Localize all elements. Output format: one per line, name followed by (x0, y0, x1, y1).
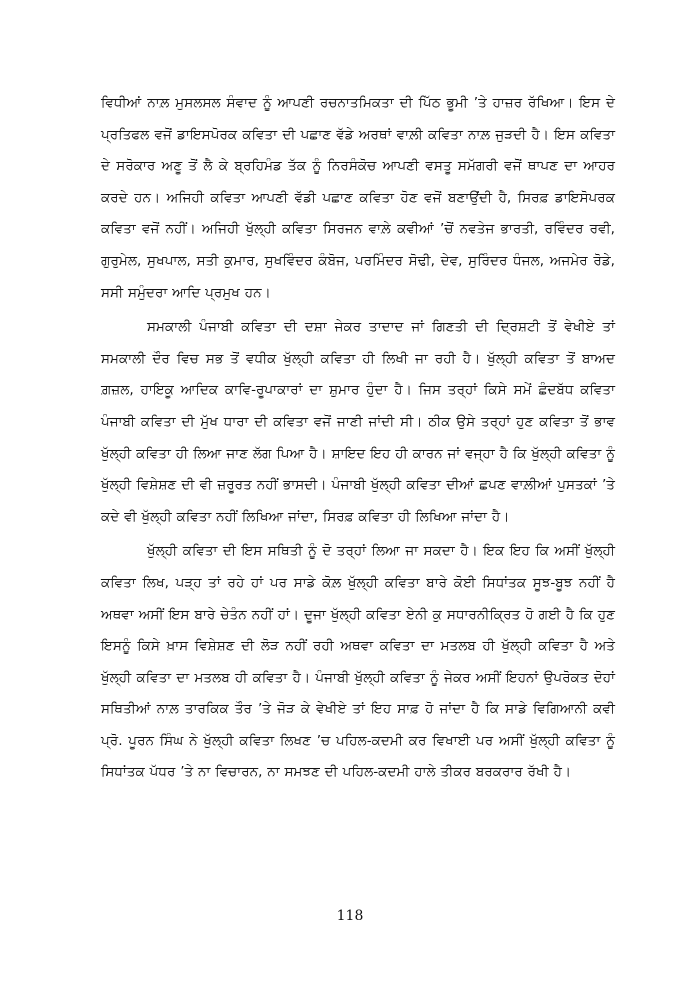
paragraph-1: ਵਿਧੀਆਂ ਨਾਲ਼ ਮੁਸਲਸਲ ਸੰਵਾਦ ਨੂੰ ਆਪਣੀ ਰਚਨਾਤਮਿਕਤਾ ਦੀ ਪਿੱਠ ਭੂਮੀ ’ਤੇ ਹਾਜ਼ਰ ਰੱਖਿਆ। ਇਸ ਦੇ ਪ੍ਰਤਿਫਲ ਵਜੋਂ ਡਾਇਸਪੋਰਕ ਕਵਿਤਾ ਦੀ ਪਛਾਣ ਵੱਡੇ ਅਰਥਾਂ ਵਾਲ਼ੀ ਕਵਿਤਾ ਨਾਲ਼ ਜੁੜਦੀ ਹੈ। ਇਸ ਕਵਿਤਾ ਦੇ ਸਰੋਕਾਰ ਅਣੂ ਤੋਂ ਲੈ ਕੇ ਬ੍ਰਹਿਮੰਡ ਤੱਕ ਨੂੰ ਨਿਰਸੰਕੋਚ ਆਪਣੀ ਵਸਤੂ ਸਮੱਗਰੀ ਵਜੋਂ ਥਾਪਣ ਦਾ ਆਹਰ ਕਰਦੇ ਹਨ। ਅਜਿਹੀ ਕਵਿਤਾ ਆਪਣੀ ਵੱਡੀ ਪਛਾਣ ਕਵਿਤਾ ਹੋਣ ਵਜੋਂ ਬਣਾਉਂਦੀ ਹੈ, ਸਿਰਫ਼ ਡਾਇਸੋਪਰਕ ਕਵਿਤਾ ਵਜੋਂ ਨਹੀਂ। ਅਜਿਹੀ ਖੁੱਲ੍ਹੀ ਕਵਿਤਾ ਸਿਰਜਨ ਵਾਲ਼ੇ ਕਵੀਆਂ ’ਚੋਂ ਨਵਤੇਜ ਭਾਰਤੀ, ਰਵਿੰਦਰ ਰਵੀ, ਗੁਰੁਮੇਲ, ਸੁਖਪਾਲ, ਸਤੀ ਕੁਮਾਰ, ਸੁਖਵਿੰਦਰ ਕੰਬੋਜ, ਪਰਮਿੰਦਰ ਸੋਢੀ, ਦੇਵ, ਸੁਰਿੰਦਰ ਧੰਜਲ, ਅਜਮੇਰ ਰੋਡੇ, ਸਸੀ ਸਮੁੰਦਰਾ ਆਦਿ ਪ੍ਰਮੁਖ ਹਨ। (101, 95, 615, 301)
body-text (101, 88, 615, 789)
paragraph-3: ਖੁੱਲ੍ਹੀ ਕਵਿਤਾ ਦੀ ਇਸ ਸਥਿਤੀ ਨੂੰ ਦੋ ਤਰ੍ਹਾਂ ਲਿਆ ਜਾ ਸਕਦਾ ਹੈ। ਇਕ ਇਹ ਕਿ ਅਸੀਂ ਖੁੱਲ੍ਹੀ ਕਵਿਤਾ ਲਿਖ, ਪੜ੍ਹ ਤਾਂ ਰਹੇ ਹਾਂ ਪਰ ਸਾਡੇ ਕੋਲ਼ ਖੁੱਲ੍ਹੀ ਕਵਿਤਾ ਬਾਰੇ ਕੋਈ ਸਿਧਾਂਤਕ ਸੂਝ-ਬੂਝ ਨਹੀਂ ਹੈ ਅਥਵਾ ਅਸੀਂ ਇਸ ਬਾਰੇ ਚੇਤੰਨ ਨਹੀਂ ਹਾਂ। ਦੂਜਾ ਖੁੱਲ੍ਹੀ ਕਵਿਤਾ ਏਨੀ ਕੁ ਸਧਾਰਨੀਕ੍ਰਿਤ ਹੋ ਗਈ ਹੈ ਕਿ ਹੁਣ ਇਸਨੂੰ ਕਿਸੇ ਖ਼ਾਸ ਵਿਸ਼ੇਸ਼ਣ ਦੀ ਲੋੜ ਨਹੀਂ ਰਹੀ ਅਥਵਾ ਕਵਿਤਾ ਦਾ ਮਤਲਬ ਹੀ ਖੁੱਲ੍ਹੀ ਕਵਿਤਾ ਹੈ ਅਤੇ ਖੁੱਲ੍ਹੀ ਕਵਿਤਾ ਦਾ ਮਤਲਬ ਹੀ ਕਵਿਤਾ ਹੈ। ਪੰਜਾਬੀ ਖੁੱਲ੍ਹੀ ਕਵਿਤਾ ਨੂੰ ਜੇਕਰ ਅਸੀਂ ਇਹਨਾਂ ਉਪਰੋਕਤ ਦੋਹਾਂ ਸਥਿਤੀਆਂ ਨਾਲ਼ ਤਾਰਕਿਕ ਤੌਰ ’ਤੇ ਜੋੜ ਕੇ ਵੇਖੀਏ ਤਾਂ ਇਹ ਸਾਫ਼ ਹੋ ਜਾਂਦਾ ਹੈ ਕਿ ਸਾਡੇ ਵਿਗਿਆਨੀ ਕਵੀ ਪ੍ਰੋ. ਪੂਰਨ ਸਿੰਘ ਨੇ ਖੁੱਲ੍ਹੀ ਕਵਿਤਾ ਲਿਖਣ ’ਚ ਪਹਿਲ-ਕਦਮੀ ਕਰ ਵਿਖਾਈ ਪਰ ਅਸੀਂ ਖੁੱਲ੍ਹੀ ਕਵਿਤਾ ਨੂੰ ਸਿਧਾਂਤਕ ਪੱਧਰ ’ਤੇ ਨਾ ਵਿਚਾਰਨ, ਨਾ ਸਮਝਣ ਦੀ ਪਹਿਲ-ਕਦਮੀ ਹਾਲੇ ਤੀਕਰ ਬਰਕਰਾਰ ਰੱਖੀ ਹੈ। (101, 543, 615, 781)
page-number: 118 (336, 908, 364, 924)
paragraph-2: ਸਮਕਾਲੀ ਪੰਜਾਬੀ ਕਵਿਤਾ ਦੀ ਦਸ਼ਾ ਜੇਕਰ ਤਾਦਾਦ ਜਾਂ ਗਿਣਤੀ ਦੀ ਦ੍ਰਿਸ਼ਟੀ ਤੋਂ ਵੇਖੀਏ ਤਾਂ ਸਮਕਾਲੀ ਦੌਰ ਵਿਚ ਸਭ ਤੋਂ ਵਧੀਕ ਖੁੱਲ੍ਹੀ ਕਵਿਤਾ ਹੀ ਲਿਖੀ ਜਾ ਰਹੀ ਹੈ। ਖੁੱਲ੍ਹੀ ਕਵਿਤਾ ਤੋਂ ਬਾਅਦ ਗ਼ਜ਼ਲ, ਹਾਇਕੂ ਆਦਿਕ ਕਾਵਿ-ਰੂਪਾਕਾਰਾਂ ਦਾ ਸ਼ੁਮਾਰ ਹੁੰਦਾ ਹੈ। ਜਿਸ ਤਰ੍ਹਾਂ ਕਿਸੇ ਸਮੇਂ ਛੰਦਬੱਧ ਕਵਿਤਾ ਪੰਜਾਬੀ ਕਵਿਤਾ ਦੀ ਮੁੱਖ ਧਾਰਾ ਦੀ ਕਵਿਤਾ ਵਜੋਂ ਜਾਣੀ ਜਾਂਦੀ ਸੀ। ਠੀਕ ਉਸੇ ਤਰ੍ਹਾਂ ਹੁਣ ਕਵਿਤਾ ਤੋਂ ਭਾਵ ਖੁੱਲ੍ਹੀ ਕਵਿਤਾ ਹੀ ਲਿਆ ਜਾਣ ਲੱਗ ਪਿਆ ਹੈ। ਸ਼ਾਇਦ ਇਹ ਹੀ ਕਾਰਨ ਜਾਂ ਵਜ੍ਹਾ ਹੈ ਕਿ ਖੁੱਲ੍ਹੀ ਕਵਿਤਾ ਨੂੰ ਖੁੱਲ੍ਹੀ ਵਿਸ਼ੇਸ਼ਣ ਦੀ ਵੀ ਜ਼ਰੂਰਤ ਨਹੀਂ ਭਾਸਦੀ। ਪੰਜਾਬੀ ਖੁੱਲ੍ਹੀ ਕਵਿਤਾ ਦੀਆਂ ਛਪਣ ਵਾਲ਼ੀਆਂ ਪੁਸਤਕਾਂ ’ਤੇ ਕਦੇ ਵੀ ਖੁੱਲ੍ਹੀ ਕਵਿਤਾ ਨਹੀਂ ਲਿਖਿਆ ਜਾਂਦਾ, ਸਿਰਫ਼ ਕਵਿਤਾ ਹੀ ਲਿਖਿਆ ਜਾਂਦਾ ਹੈ। (101, 319, 615, 525)
